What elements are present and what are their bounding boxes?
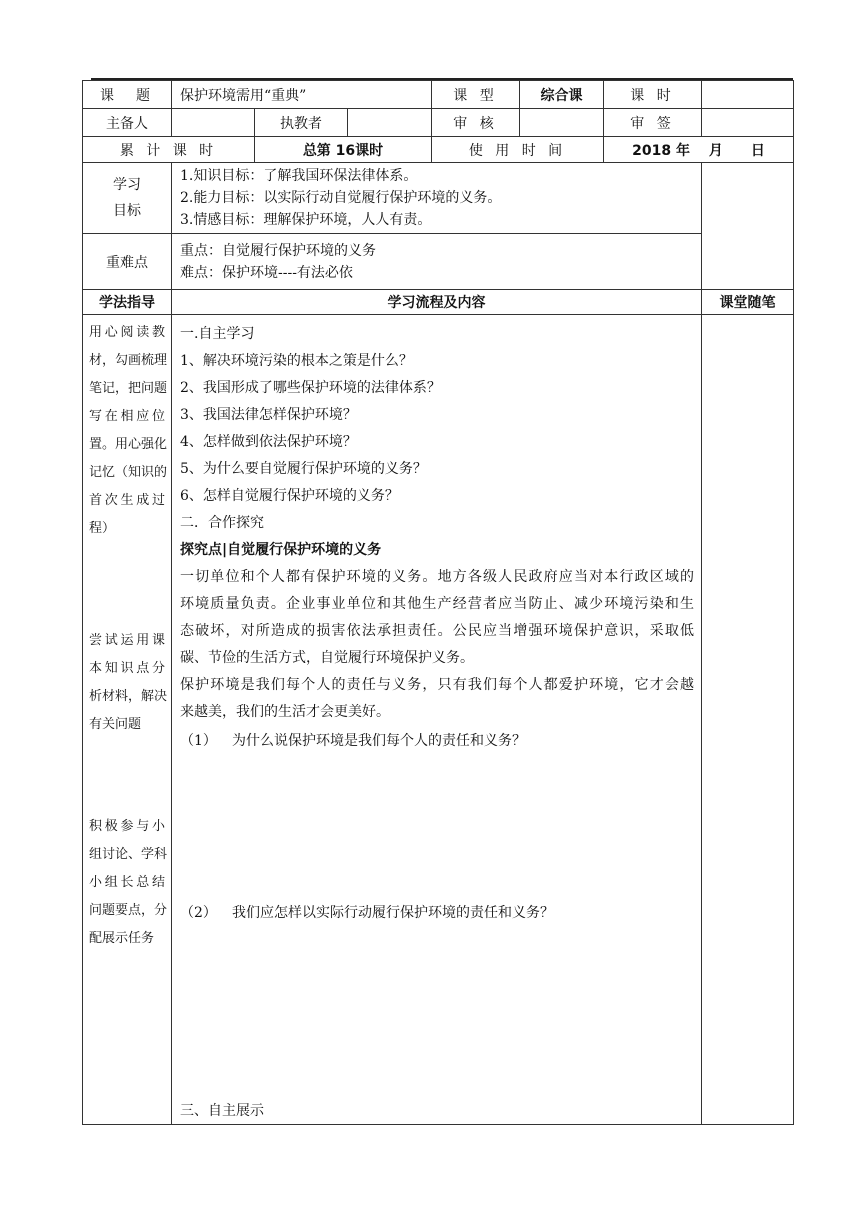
col-header-notes: 课堂随笔: [702, 290, 794, 315]
objectives-label-line2: 目标: [113, 203, 141, 219]
guide-column: [83, 315, 172, 1125]
guide-block-apply: [89, 627, 168, 739]
row-topic: [83, 81, 794, 109]
objective-item: 3.情感目标：理解保护环境，人人有责。: [180, 212, 432, 228]
topic-value: 保护环境需用“重典”: [172, 81, 432, 109]
row-objectives: [83, 163, 794, 234]
question-item: 2、我国形成了哪些保护环境的法律体系？: [180, 380, 441, 396]
cumulative-value: 总第 16课时: [255, 137, 432, 163]
review-label: 审 核: [432, 109, 520, 137]
review-value: [520, 109, 604, 137]
flow-column: [172, 315, 702, 1125]
objectives-label-line1: 学习: [113, 177, 141, 193]
discussion-question-1: [180, 728, 694, 754]
question-item: 5、为什么要自觉履行保护环境的义务？: [180, 461, 427, 477]
notes-column: [702, 315, 794, 1125]
row-staff: [83, 109, 794, 137]
objectives-content: [172, 163, 702, 234]
question-item: 6、怎样自觉履行保护环境的义务？: [180, 488, 399, 504]
guide-line: 置。用心强化: [89, 437, 168, 452]
paragraph-line: 保护环境是我们每个人的责任与义务，只有我们每个人都爱护环境，它才会越: [180, 677, 694, 693]
section-self-display: 三、自主展示: [180, 1103, 264, 1119]
question-number: （2）: [180, 905, 217, 921]
guide-line: 记忆（知识的: [89, 465, 168, 480]
paragraph-line: 态破坏，对所造成的损害依法承担责任。公民应当增强环境保护意识，采取低: [180, 623, 694, 639]
preparer-value: [172, 109, 255, 137]
guide-line: 有关问题: [89, 717, 142, 732]
question-number: （1）: [180, 733, 217, 749]
guide-line: 小组长总结: [89, 875, 165, 890]
guide-line: 首次生成过: [89, 493, 165, 508]
paragraph-line: 来越美，我们的生活才会更美好。: [180, 704, 390, 720]
hours-value: [702, 81, 794, 109]
guide-line: 组讨论、学科: [89, 847, 168, 862]
row-main-content: [83, 315, 794, 1125]
question-item: 1、解决环境污染的根本之策是什么？: [180, 353, 413, 369]
type-label: 课 型: [432, 81, 520, 109]
section-cooperative: 二．合作探究: [180, 515, 264, 531]
guide-line: 材，勾画梳理: [89, 353, 168, 368]
guide-line: 笔记，把问题: [89, 381, 168, 396]
row-keypoints: [83, 234, 794, 290]
sign-label: 审 签: [604, 109, 702, 137]
guide-line: 析材料，解决: [89, 689, 168, 704]
guide-block-discuss: [89, 813, 168, 953]
paragraph-line: 环境质量负责。企业事业单位和其他生产经营者应当防止、减少环境污染和生: [180, 596, 694, 612]
type-value: 综合课: [520, 81, 604, 109]
guide-line: 尝试运用课: [89, 633, 165, 648]
guide-line: 积极参与小: [89, 819, 165, 834]
guide-line: 写在相应位: [89, 409, 165, 424]
col-header-guide: 学法指导: [83, 290, 172, 315]
topic-label: 课 题: [83, 81, 172, 109]
guide-line: 本知识点分: [89, 661, 165, 676]
objective-item: 1.知识目标：了解我国环保法律体系。: [180, 168, 418, 184]
teacher-label: 执教者: [255, 109, 348, 137]
guide-block-reading: [89, 319, 168, 543]
usetime-value: 2018 年 月 日: [604, 137, 794, 163]
explore-title: 探究点|自觉履行保护环境的义务: [180, 542, 382, 558]
question-item: 3、我国法律怎样保护环境？: [180, 407, 357, 423]
paragraph-line: 碳、节俭的生活方式，自觉履行环境保护义务。: [180, 650, 474, 666]
preparer-label: 主备人: [83, 109, 172, 137]
guide-line: 程）: [89, 521, 116, 536]
keypoints-content: [172, 234, 702, 290]
sign-value: [702, 109, 794, 137]
section-self-study: 一.自主学习: [180, 326, 255, 342]
objectives-label: [83, 163, 172, 234]
question-text: 为什么说保护环境是我们每个人的责任和义务？: [232, 733, 526, 749]
question-item: 4、怎样做到依法保护环境？: [180, 434, 357, 450]
hours-label: 课 时: [604, 81, 702, 109]
question-text: 我们应怎样以实际行动履行保护环境的责任和义务？: [232, 905, 554, 921]
col-header-flow: 学习流程及内容: [172, 290, 702, 315]
row-column-headers: [83, 290, 794, 315]
keypoint-focus: 重点：自觉履行保护环境的义务: [180, 243, 376, 259]
discussion-question-2: [180, 900, 694, 926]
paragraph-line: 一切单位和个人都有保护环境的义务。地方各级人民政府应当对本行政区域的: [180, 569, 694, 585]
cumulative-label: 累 计 课 时: [83, 137, 255, 163]
guide-line: 配展示任务: [89, 931, 155, 946]
row-time: [83, 137, 794, 163]
guide-line: 用心阅读教: [89, 325, 165, 340]
keypoint-difficulty: 难点：保护环境----有法必依: [180, 265, 353, 281]
usetime-label: 使 用 时 间: [432, 137, 604, 163]
guide-line: 问题要点，分: [89, 903, 168, 918]
lesson-plan-table: [82, 80, 794, 1125]
teacher-value: [348, 109, 432, 137]
keypoints-label: 重难点: [83, 234, 172, 290]
objectives-side-cell: [702, 163, 794, 290]
objective-item: 2.能力目标：以实际行动自觉履行保护环境的义务。: [180, 190, 502, 206]
